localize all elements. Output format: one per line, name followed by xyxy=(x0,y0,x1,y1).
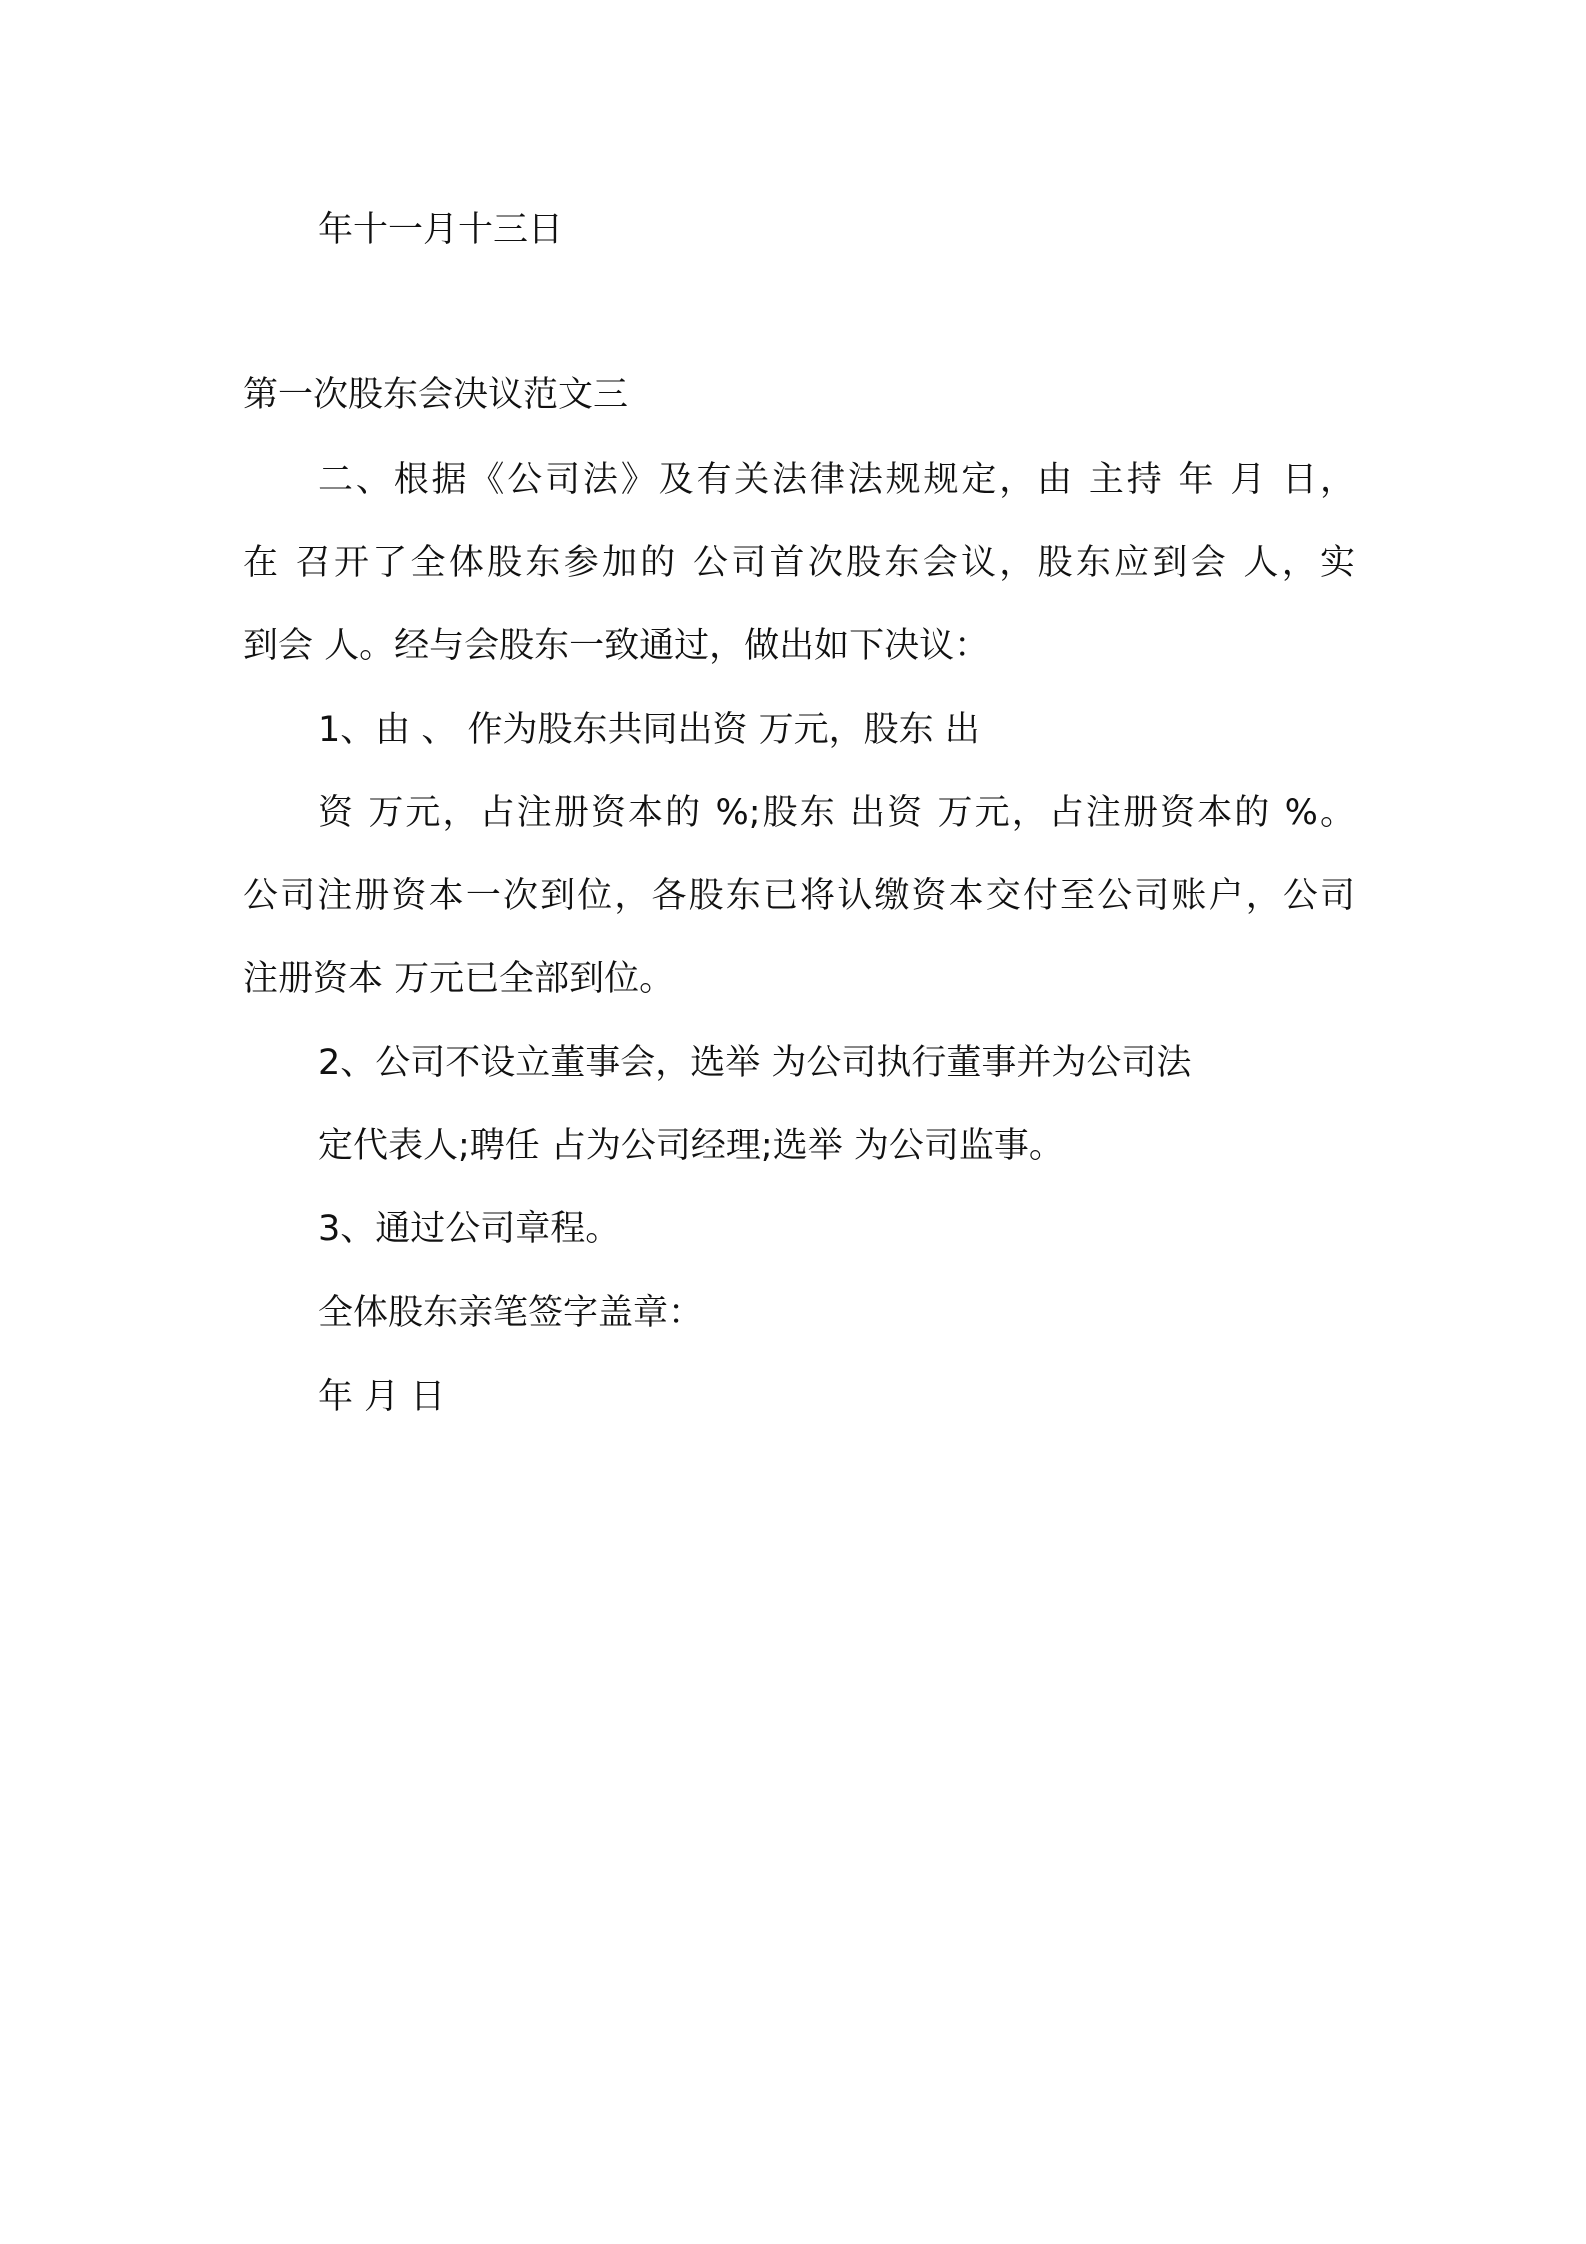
paragraph-line: 到会 人。经与会股东一致通过，做出如下决议： xyxy=(243,626,990,666)
paragraph-line: 二、根据《公司法》及有关法律法规规定，由 主持 年 月 日， xyxy=(318,460,1355,500)
resolution-item-1: 1、由 、 作为股东共同出资 万元，股东 出 xyxy=(318,710,980,750)
date-line: 年十一月十三日 xyxy=(318,210,564,250)
section-title: 第一次股东会决议范文三 xyxy=(243,375,629,415)
signature-line: 全体股东亲笔签字盖章： xyxy=(318,1293,704,1333)
paragraph-line: 定代表人;聘任 占为公司经理;选举 为公司监事。 xyxy=(318,1126,1064,1166)
resolution-item-2: 2、公司不设立董事会，选举 为公司执行董事并为公司法 xyxy=(318,1043,1192,1083)
signature-date-line: 年 月 日 xyxy=(318,1377,446,1417)
resolution-item-3: 3、通过公司章程。 xyxy=(318,1209,621,1249)
paragraph-line: 注册资本 万元已全部到位。 xyxy=(243,959,675,999)
paragraph-line: 资 万元，占注册资本的 %;股东 出资 万元，占注册资本的 %。 xyxy=(318,793,1355,833)
paragraph-line: 在 召开了全体股东参加的 公司首次股东会议，股东应到会 人，实 xyxy=(243,543,1355,583)
paragraph-line: 公司注册资本一次到位，各股东已将认缴资本交付至公司账户，公司 xyxy=(243,876,1355,916)
